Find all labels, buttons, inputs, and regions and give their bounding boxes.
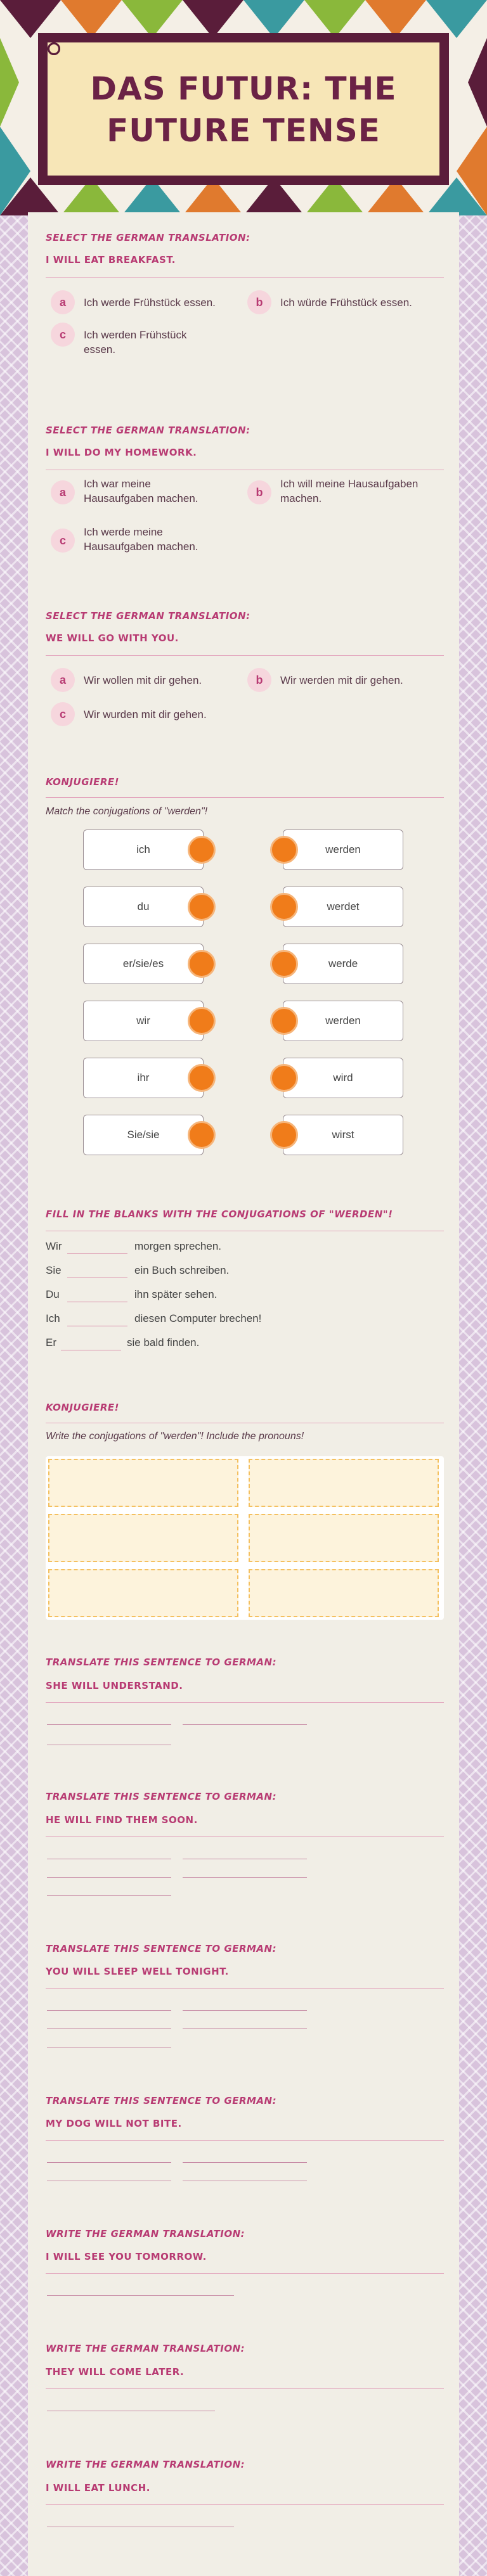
q7-prompt: SHE WILL UNDERSTAND. <box>46 1680 183 1691</box>
title-card-inner <box>46 41 441 177</box>
match-left-handle[interactable] <box>188 1064 216 1092</box>
match-right-handle[interactable] <box>270 1007 298 1035</box>
q1-option-a[interactable] <box>51 295 241 314</box>
fill-subject: Ich <box>46 1312 60 1324</box>
q8-rule <box>46 1836 444 1837</box>
q11-heading: WRITE THE GERMAN TRANSLATION: <box>46 2228 245 2240</box>
q3-heading: SELECT THE GERMAN TRANSLATION: <box>46 610 250 622</box>
q11-rule <box>46 2273 444 2274</box>
option-letter-badge: a <box>51 480 75 504</box>
match-right-handle[interactable] <box>270 950 298 978</box>
fill-rest: ein Buch schreiben. <box>134 1264 230 1276</box>
answer-blank[interactable] <box>183 1877 307 1878</box>
title-line-1: DAS FUTUR: THE <box>90 70 397 107</box>
q13-rule <box>46 2504 444 2505</box>
answer-blank[interactable] <box>183 2028 307 2029</box>
conjugation-input[interactable] <box>48 1514 238 1562</box>
q9-heading: TRANSLATE THIS SENTENCE TO GERMAN: <box>46 1943 277 1954</box>
q3-option-c[interactable] <box>51 707 241 726</box>
match-left-item[interactable]: ich <box>83 830 204 870</box>
option-letter-badge: b <box>247 668 271 692</box>
match-right-handle[interactable] <box>270 893 298 921</box>
q6-instruction: Write the conjugations of "werden"! Include the pronouns! <box>46 1431 304 1442</box>
conjugation-input[interactable] <box>48 1459 238 1507</box>
q10-prompt: MY DOG WILL NOT BITE. <box>46 2118 182 2129</box>
match-left-item[interactable]: Sie/sie <box>83 1115 204 1155</box>
q10-rule <box>46 2140 444 2141</box>
option-letter-badge: a <box>51 668 75 692</box>
match-left-handle[interactable] <box>188 893 216 921</box>
q13-heading: WRITE THE GERMAN TRANSLATION: <box>46 2459 245 2470</box>
q9-prompt: YOU WILL SLEEP WELL TONIGHT. <box>46 1966 229 1977</box>
q9-rule <box>46 1988 444 1989</box>
q3-prompt: WE WILL GO WITH YOU. <box>46 632 179 644</box>
fill-subject: Du <box>46 1288 60 1300</box>
match-right-item[interactable]: werden <box>283 830 403 870</box>
match-left-item[interactable]: wir <box>83 1001 204 1041</box>
fill-subject: Sie <box>46 1264 62 1276</box>
answer-blank[interactable] <box>47 2295 234 2296</box>
option-letter-badge: c <box>51 529 75 553</box>
q12-rule <box>46 2388 444 2389</box>
fill-rest: diesen Computer brechen! <box>134 1312 262 1324</box>
answer-blank[interactable] <box>47 2162 171 2163</box>
q1-option-c[interactable] <box>51 328 241 357</box>
answer-blank[interactable] <box>47 2010 171 2011</box>
q1-heading: SELECT THE GERMAN TRANSLATION: <box>46 232 250 243</box>
conjugation-input[interactable] <box>48 1569 238 1617</box>
fill-rest: sie bald finden. <box>127 1336 200 1349</box>
option-text: Ich würde Frühstück essen. <box>280 297 412 309</box>
match-right-handle[interactable] <box>270 1064 298 1092</box>
option-letter-badge: b <box>247 480 271 504</box>
q5-heading: FILL IN THE BLANKS WITH THE CONJUGATIONS OF "WERDEN"! <box>46 1208 393 1220</box>
q10-heading: TRANSLATE THIS SENTENCE TO GERMAN: <box>46 2095 277 2106</box>
match-right-handle[interactable] <box>270 836 298 864</box>
option-text: Ich werden Frühstück essen. <box>84 329 187 356</box>
q4-rule <box>46 797 444 798</box>
answer-blank[interactable] <box>47 1724 171 1725</box>
match-right-item[interactable]: wird <box>283 1058 403 1098</box>
q1-option-b[interactable] <box>247 295 444 314</box>
match-left-handle[interactable] <box>188 1007 216 1035</box>
q13-prompt: I WILL EAT LUNCH. <box>46 2482 150 2494</box>
fill-subject: Wir <box>46 1240 62 1252</box>
answer-blank[interactable] <box>183 1724 307 1725</box>
q1-prompt: I WILL EAT BREAKFAST. <box>46 254 176 266</box>
q4-instruction: Match the conjugations of "werden"! <box>46 806 208 817</box>
option-text: Wir wollen mit dir gehen. <box>84 674 202 686</box>
title-card <box>38 33 449 185</box>
option-text: Ich werde meine Hausaufgaben machen. <box>84 526 198 553</box>
q3-option-a[interactable] <box>51 673 241 692</box>
worksheet-paper <box>28 212 459 2576</box>
q12-prompt: THEY WILL COME LATER. <box>46 2366 185 2378</box>
q2-option-a[interactable] <box>51 477 241 506</box>
answer-blank[interactable] <box>183 2162 307 2163</box>
option-text: Ich war meine Hausaufgaben machen. <box>84 478 198 504</box>
q2-option-b[interactable] <box>247 477 444 506</box>
match-right-item[interactable]: werden <box>283 1001 403 1041</box>
option-text: Wir wurden mit dir gehen. <box>84 708 207 721</box>
conjugation-input[interactable] <box>249 1459 439 1507</box>
match-left-item[interactable]: er/sie/es <box>83 944 204 984</box>
match-left-handle[interactable] <box>188 836 216 864</box>
answer-blank[interactable] <box>47 1895 171 1896</box>
option-letter-badge: a <box>51 290 75 314</box>
q8-heading: TRANSLATE THIS SENTENCE TO GERMAN: <box>46 1791 277 1802</box>
option-text: Ich werde Frühstück essen. <box>84 297 216 309</box>
match-left-handle[interactable] <box>188 1121 216 1149</box>
conjugation-input[interactable] <box>249 1514 439 1562</box>
match-right-item[interactable]: wirst <box>283 1115 403 1155</box>
q3-option-b[interactable] <box>247 673 444 692</box>
fill-subject: Er <box>46 1336 56 1349</box>
q2-heading: SELECT THE GERMAN TRANSLATION: <box>46 425 250 436</box>
answer-blank[interactable] <box>47 2028 171 2029</box>
match-right-item[interactable]: werdet <box>283 887 403 927</box>
option-text: Wir werden mit dir gehen. <box>280 674 403 686</box>
option-letter-badge: b <box>247 290 271 314</box>
q7-heading: TRANSLATE THIS SENTENCE TO GERMAN: <box>46 1656 277 1668</box>
match-left-handle[interactable] <box>188 950 216 978</box>
q12-heading: WRITE THE GERMAN TRANSLATION: <box>46 2343 245 2354</box>
q7-rule <box>46 1702 444 1703</box>
q3-rule <box>46 655 444 656</box>
answer-blank[interactable] <box>183 2010 307 2011</box>
match-left-item[interactable]: ihr <box>83 1058 204 1098</box>
fill-rest: morgen sprechen. <box>134 1240 222 1252</box>
conjugation-input[interactable] <box>249 1569 439 1617</box>
q11-prompt: I WILL SEE YOU TOMORROW. <box>46 2251 207 2262</box>
match-right-item[interactable]: werde <box>283 944 403 984</box>
match-right-handle[interactable] <box>270 1121 298 1149</box>
answer-blank[interactable] <box>47 1877 171 1878</box>
option-text: Ich will meine Hausaufgaben machen. <box>280 478 419 504</box>
title-line-2: FUTURE TENSE <box>107 112 380 149</box>
q8-prompt: HE WILL FIND THEM SOON. <box>46 1814 198 1826</box>
fill-blank[interactable] <box>67 1253 127 1254</box>
page-title <box>48 68 439 151</box>
q2-option-c[interactable] <box>51 525 241 554</box>
q6-heading: KONJUGIERE! <box>46 1402 120 1413</box>
fill-rest: ihn später sehen. <box>134 1288 218 1300</box>
q2-prompt: I WILL DO MY HOMEWORK. <box>46 447 197 458</box>
match-left-item[interactable]: du <box>83 887 204 927</box>
option-letter-badge: c <box>51 702 75 726</box>
option-letter-badge: c <box>51 323 75 347</box>
q4-heading: KONJUGIERE! <box>46 776 120 788</box>
q1-rule <box>46 277 444 278</box>
